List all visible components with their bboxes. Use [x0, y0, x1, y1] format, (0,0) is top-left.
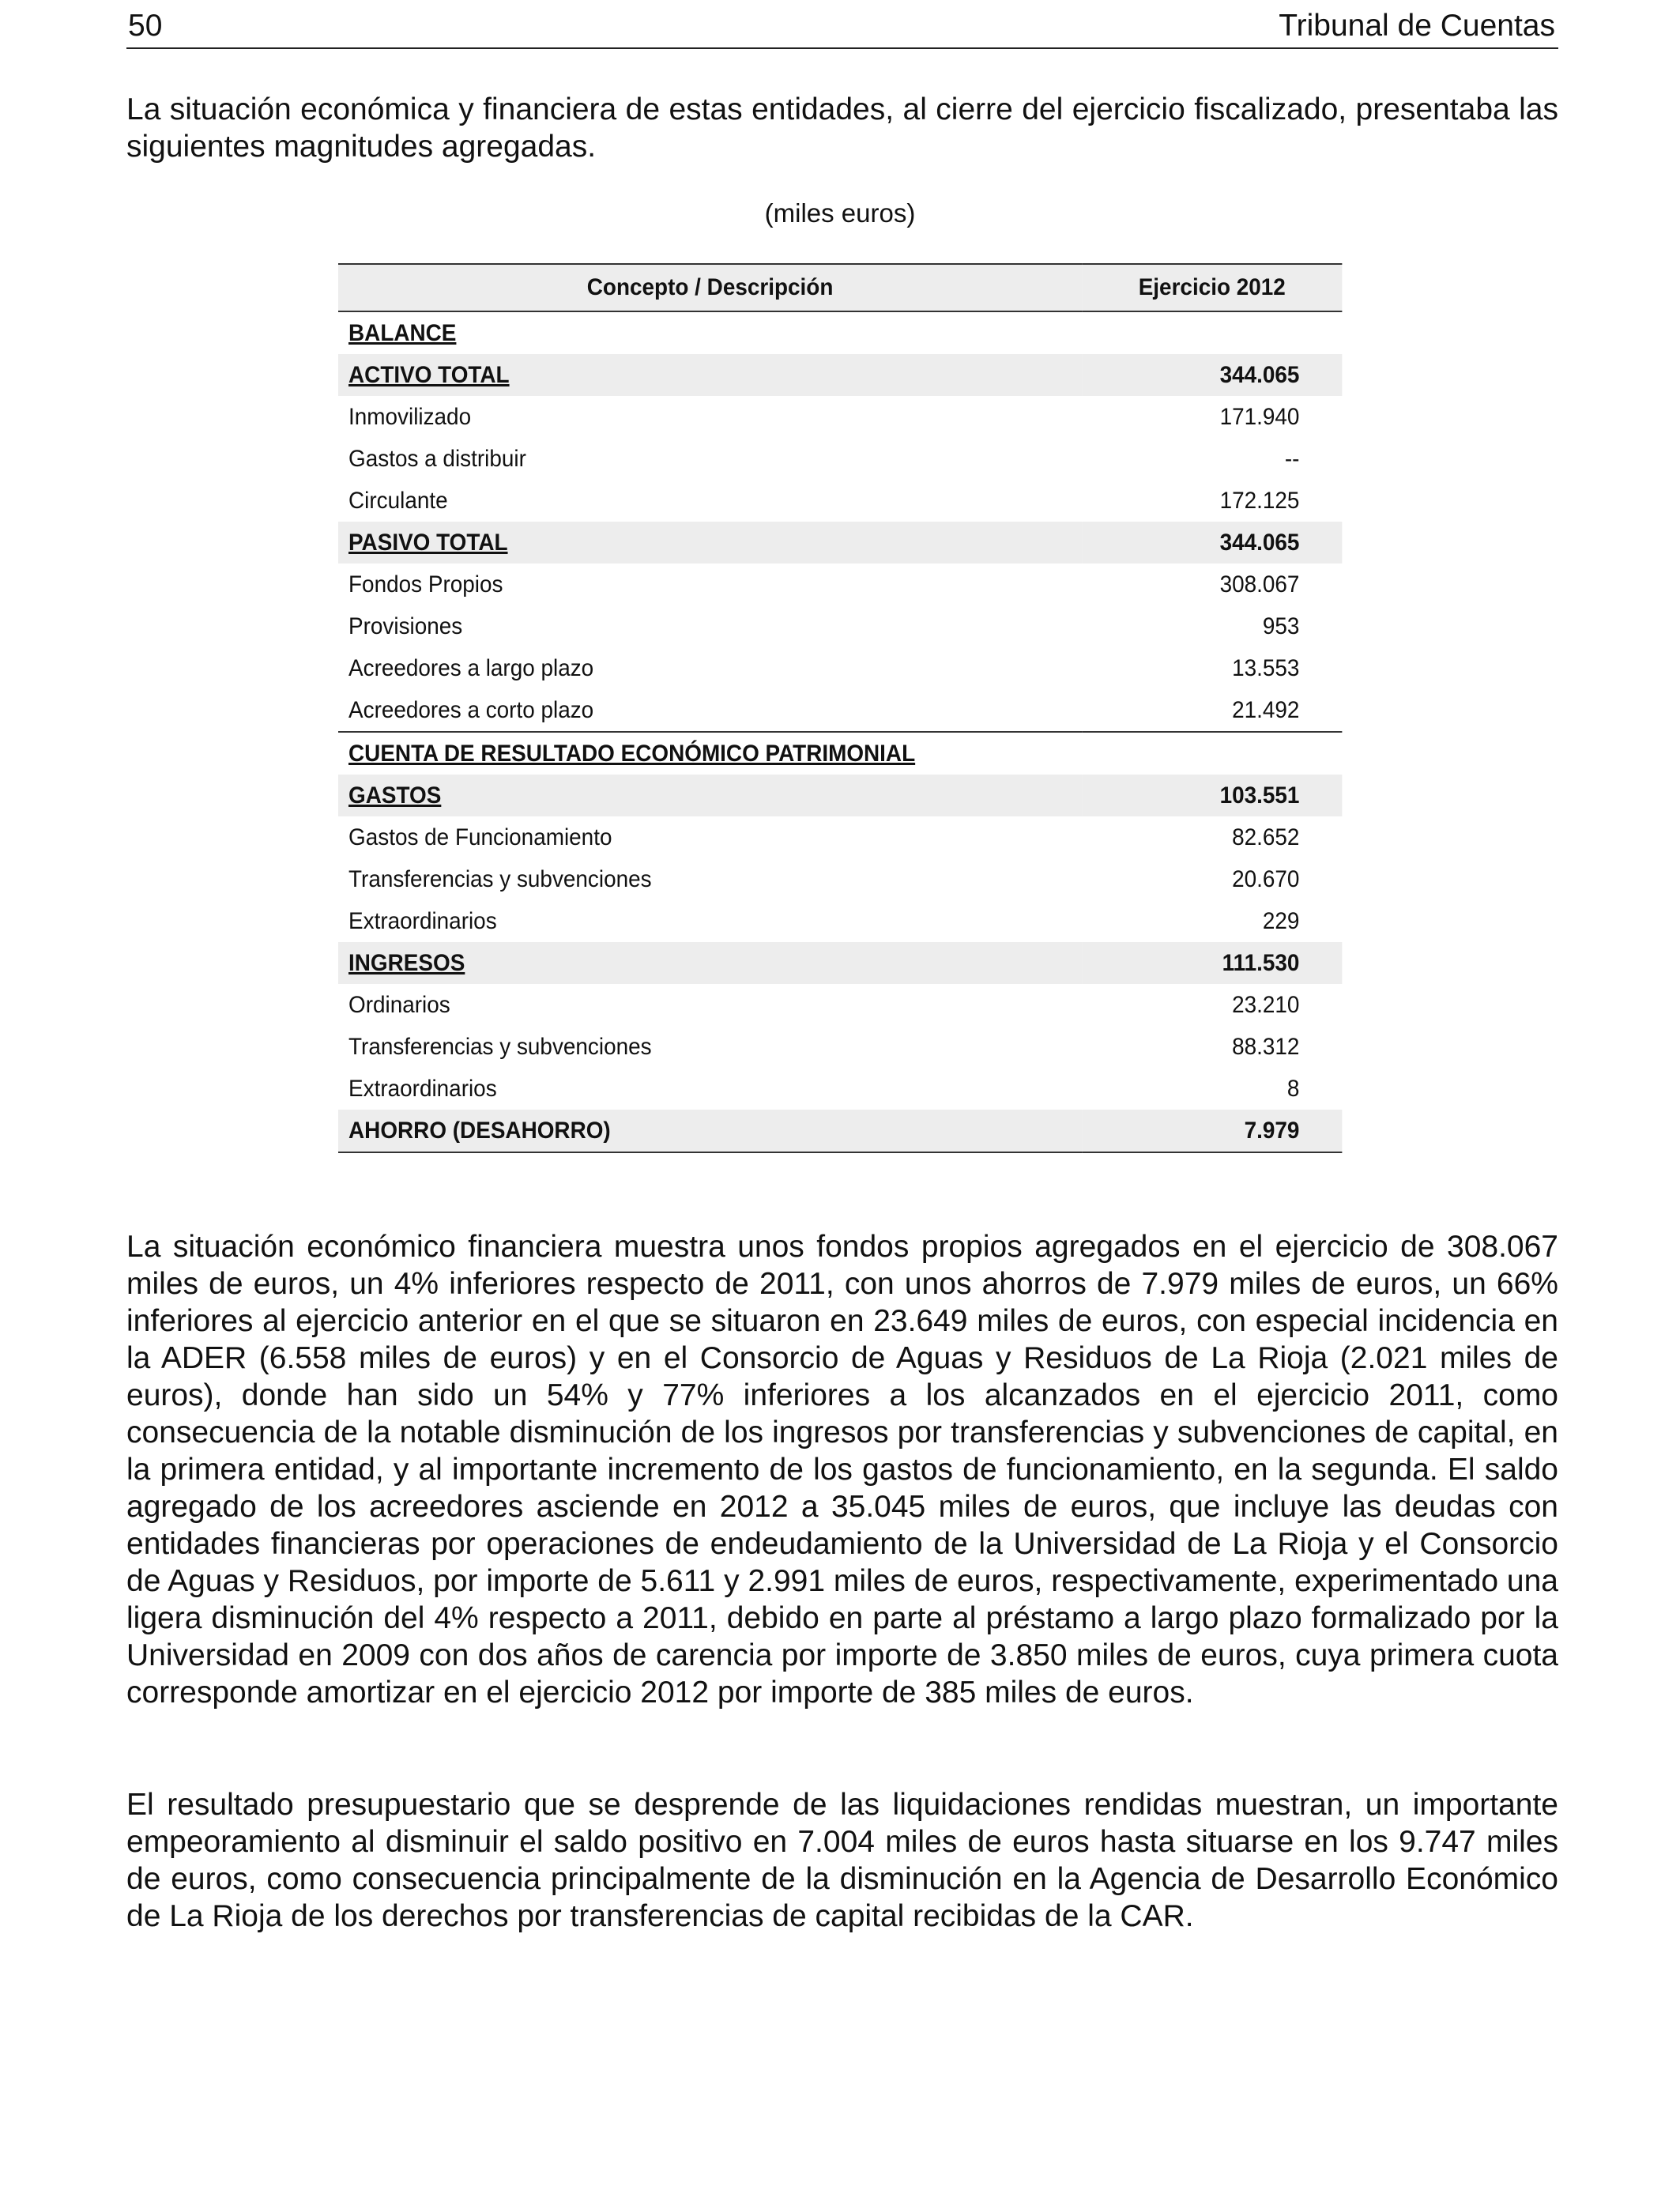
row-value: 344.065: [1082, 354, 1342, 396]
table-row: [338, 732, 1342, 775]
row-label: Inmovilizado: [348, 403, 472, 430]
row-label: Ordinarios: [348, 991, 450, 1018]
row-value: 308.067: [1219, 571, 1300, 598]
row-label: Provisiones: [348, 613, 463, 639]
row-label: Extraordinarios: [348, 907, 497, 934]
row-label: [338, 775, 1082, 816]
section-result: CUENTA DE RESULTADO ECONÓMICO PATRIMONIAL: [348, 740, 916, 767]
table-unit-note: (miles euros): [764, 198, 916, 228]
row-label: Acreedores a corto plazo: [348, 696, 594, 723]
row-label: Acreedores a largo plazo: [348, 654, 594, 681]
table-row: [338, 858, 1342, 900]
row-label: [338, 311, 1082, 354]
total-label: PASIVO TOTAL: [348, 529, 508, 556]
row-label: Transferencias y subvenciones: [348, 1033, 652, 1060]
row-value: 8: [1286, 1075, 1300, 1102]
row-value: 171.940: [1219, 403, 1300, 430]
row-value: 82.652: [1232, 824, 1300, 850]
row-label: [338, 942, 1082, 984]
row-value: --: [1284, 445, 1300, 472]
total-label: GASTOS: [348, 782, 442, 809]
row-value: 88.312: [1232, 1033, 1300, 1060]
row-value: 229: [1262, 907, 1300, 934]
table-row: [338, 1110, 1342, 1152]
row-label: AHORRO (DESAHORRO): [338, 1110, 1082, 1152]
table-row: [338, 522, 1342, 564]
row-value: [1082, 732, 1342, 775]
row-value: 20.670: [1232, 865, 1300, 892]
row-value: 172.125: [1219, 487, 1300, 514]
row-value: 21.492: [1232, 696, 1300, 723]
column-header-value: Ejercicio 2012: [1082, 264, 1342, 311]
row-value: 23.210: [1232, 991, 1300, 1018]
row-value: 111.530: [1082, 942, 1342, 984]
table-row: [338, 311, 1342, 354]
page-header: [126, 5, 1558, 49]
table-row: [338, 354, 1342, 396]
row-label: Fondos Propios: [348, 571, 503, 598]
row-label: [338, 522, 1082, 564]
row-label: Gastos de Funcionamiento: [348, 824, 612, 850]
row-value: 103.551: [1082, 775, 1342, 816]
row-value: [1082, 311, 1342, 354]
table-row: [338, 942, 1342, 984]
table-row: [338, 647, 1342, 689]
row-label: Extraordinarios: [348, 1075, 497, 1102]
table-row: [338, 816, 1342, 858]
page-number: 50: [128, 9, 163, 43]
row-value: 7.979: [1082, 1110, 1342, 1152]
row-label: Gastos a distribuir: [348, 445, 526, 472]
table-row: [338, 605, 1342, 647]
table-row: [338, 900, 1342, 942]
row-label: Circulante: [348, 487, 448, 514]
table-row: [338, 438, 1342, 480]
table-row: [338, 689, 1342, 732]
financial-table: [338, 263, 1342, 1153]
table-row: [338, 480, 1342, 522]
table-header-row: [338, 264, 1342, 311]
body-paragraph-2: El resultado presupuestario que se desprende de las liquidaciones rendidas muestran, un importante empeoramiento al disminuir el saldo positivo en 7.004 miles de euros hasta situarse en los 9.747 miles de euros, como consecuencia principalmente de la disminución en la Agencia de Desarrollo Económico de La Rioja de los derechos por transferencias de capital recibidas de la CAR.: [126, 1788, 1558, 1933]
row-label: [338, 732, 1082, 775]
column-header-concept: Concepto / Descripción: [338, 264, 1082, 311]
row-value: 13.553: [1232, 654, 1300, 681]
total-label: ACTIVO TOTAL: [348, 361, 510, 388]
table-row: [338, 984, 1342, 1026]
row-label: Transferencias y subvenciones: [348, 865, 652, 892]
table-row: [338, 1068, 1342, 1110]
row-value: 953: [1262, 613, 1300, 639]
section-balance: BALANCE: [348, 319, 457, 346]
table-row: [338, 775, 1342, 816]
row-value: 344.065: [1082, 522, 1342, 564]
table-row: [338, 396, 1342, 438]
intro-paragraph: La situación económica y financiera de estas entidades, al cierre del ejercicio fiscalizado, presentaba las siguientes magnitudes agregadas.: [126, 92, 1558, 164]
running-title: Tribunal de Cuentas: [1279, 9, 1555, 43]
total-label: INGRESOS: [348, 949, 465, 976]
table-row: [338, 1026, 1342, 1068]
body-paragraph-1: La situación económico financiera muestra unos fondos propios agregados en el ejercicio de 308.067 miles de euros, un 4% inferiores respecto de 2011, con unos ahorros de 7.979 miles de euros, un 66% inferiores al ejercicio anterior en el que se situaron en 23.649 miles de euros, con especial incidencia en la ADER (6.558 miles de euros) y en el Consorcio de Aguas y Residuos de La Rioja (2.021 miles de euros), donde han sido un 54% y 77% inferiores a los alcanzados en el ejercicio 2011, como consecuencia de la notable disminución de los ingresos por transferencias y subvenciones de capital, en la primera entidad, y al importante incremento de los gastos de funcionamiento, en la segunda. El saldo agregado de los acreedores asciende en 2012 a 35.045 miles de euros, que incluye las deudas con entidades financieras por operaciones de endeudamiento de la Universidad de La Rioja y el Consorcio de Aguas y Residuos, por importe de 5.611 y 2.991 miles de euros, respectivamente, experimentado una ligera disminución del 4% respecto a 2011, debido en parte al préstamo a largo plazo formalizado por la Universidad en 2009 con dos años de carencia por importe de 3.850 miles de euros, cuya primera cuota corresponde amortizar en el ejercicio 2012 por importe de 385 miles de euros.: [126, 1230, 1558, 1710]
table-row: [338, 564, 1342, 605]
row-label: [338, 354, 1082, 396]
